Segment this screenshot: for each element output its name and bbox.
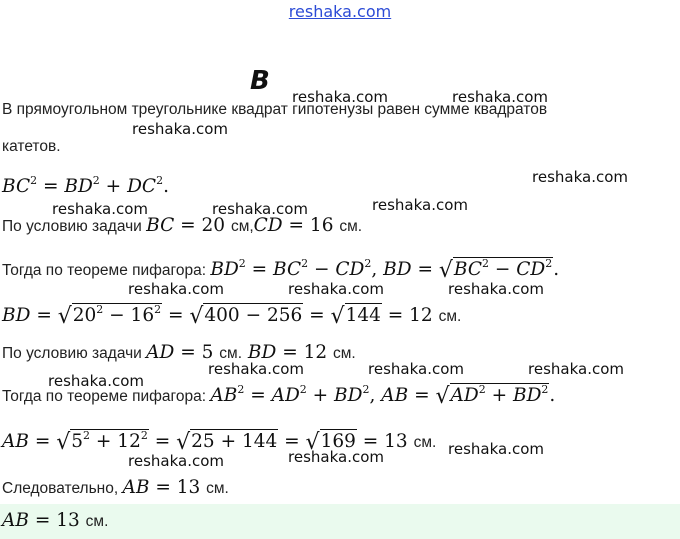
variant-letter: В — [250, 66, 270, 96]
watermark: reshaka.com — [452, 88, 548, 106]
watermark: reshaka.com — [52, 200, 148, 218]
intro-line-2: катетов. — [2, 138, 61, 155]
watermark: reshaka.com — [528, 360, 624, 378]
watermark: reshaka.com — [288, 280, 384, 298]
conclusion-label: Следовательно, — [2, 480, 119, 497]
watermark: reshaka.com — [132, 120, 228, 138]
watermark: reshaka.com — [448, 280, 544, 298]
watermark: reshaka.com — [212, 200, 308, 218]
watermark: reshaka.com — [368, 360, 464, 378]
watermark: reshaka.com — [372, 196, 468, 214]
watermark: reshaka.com — [292, 88, 388, 106]
watermark: reshaka.com — [128, 452, 224, 470]
watermark: reshaka.com — [448, 440, 544, 458]
watermark: reshaka.com — [128, 280, 224, 298]
pythagoras-label-1: Тогда по теореме пифагора: — [2, 262, 207, 279]
watermark: reshaka.com — [208, 360, 304, 378]
equation-main: $BC^2 = BD^2 + DC^2$. — [2, 174, 169, 197]
pythagoras-line-1: Тогда по теореме пифагора: $BD^2 = BC^2 - CD^2$, BD = $√BC^2 - CD^2$. — [2, 257, 560, 283]
intro-line-1: В прямоугольном треугольнике квадрат гипотенузы равен сумме квадратов — [2, 101, 548, 118]
pythagoras-label-2: Тогда по теореме пифагора: — [2, 388, 207, 405]
condition-line-1: По условию задачи BC = 20 см,CD = 16 см. — [2, 215, 363, 236]
watermark: reshaka.com — [48, 372, 144, 390]
conclusion-line: Следовательно, AB = 13 см. — [2, 477, 229, 498]
site-header-link[interactable]: reshaka.com — [288, 2, 392, 21]
condition-label-1: По условию задачи — [2, 218, 142, 235]
answer-line: AB = 13 см. — [2, 510, 109, 531]
calc-ab-line: AB = $√5^2 + 12^2 = √25 + 144 = √169 = 13$ см. — [2, 429, 437, 455]
condition-line-2: По условию задачи AD = 5 см. BD = 12 см. — [2, 342, 356, 363]
watermark: reshaka.com — [288, 448, 384, 466]
condition-label-2: По условию задачи — [2, 345, 142, 362]
watermark: reshaka.com — [532, 168, 628, 186]
calc-bd-line: BD = $√20^2 - 16^2 = √400 - 256 = √144 = 12$ см. — [2, 303, 462, 329]
pythagoras-line-2: Тогда по теореме пифагора: $AB^2 = AD^2 + BD^2$, AB = $√AD^2 + BD^2$. — [2, 383, 556, 409]
